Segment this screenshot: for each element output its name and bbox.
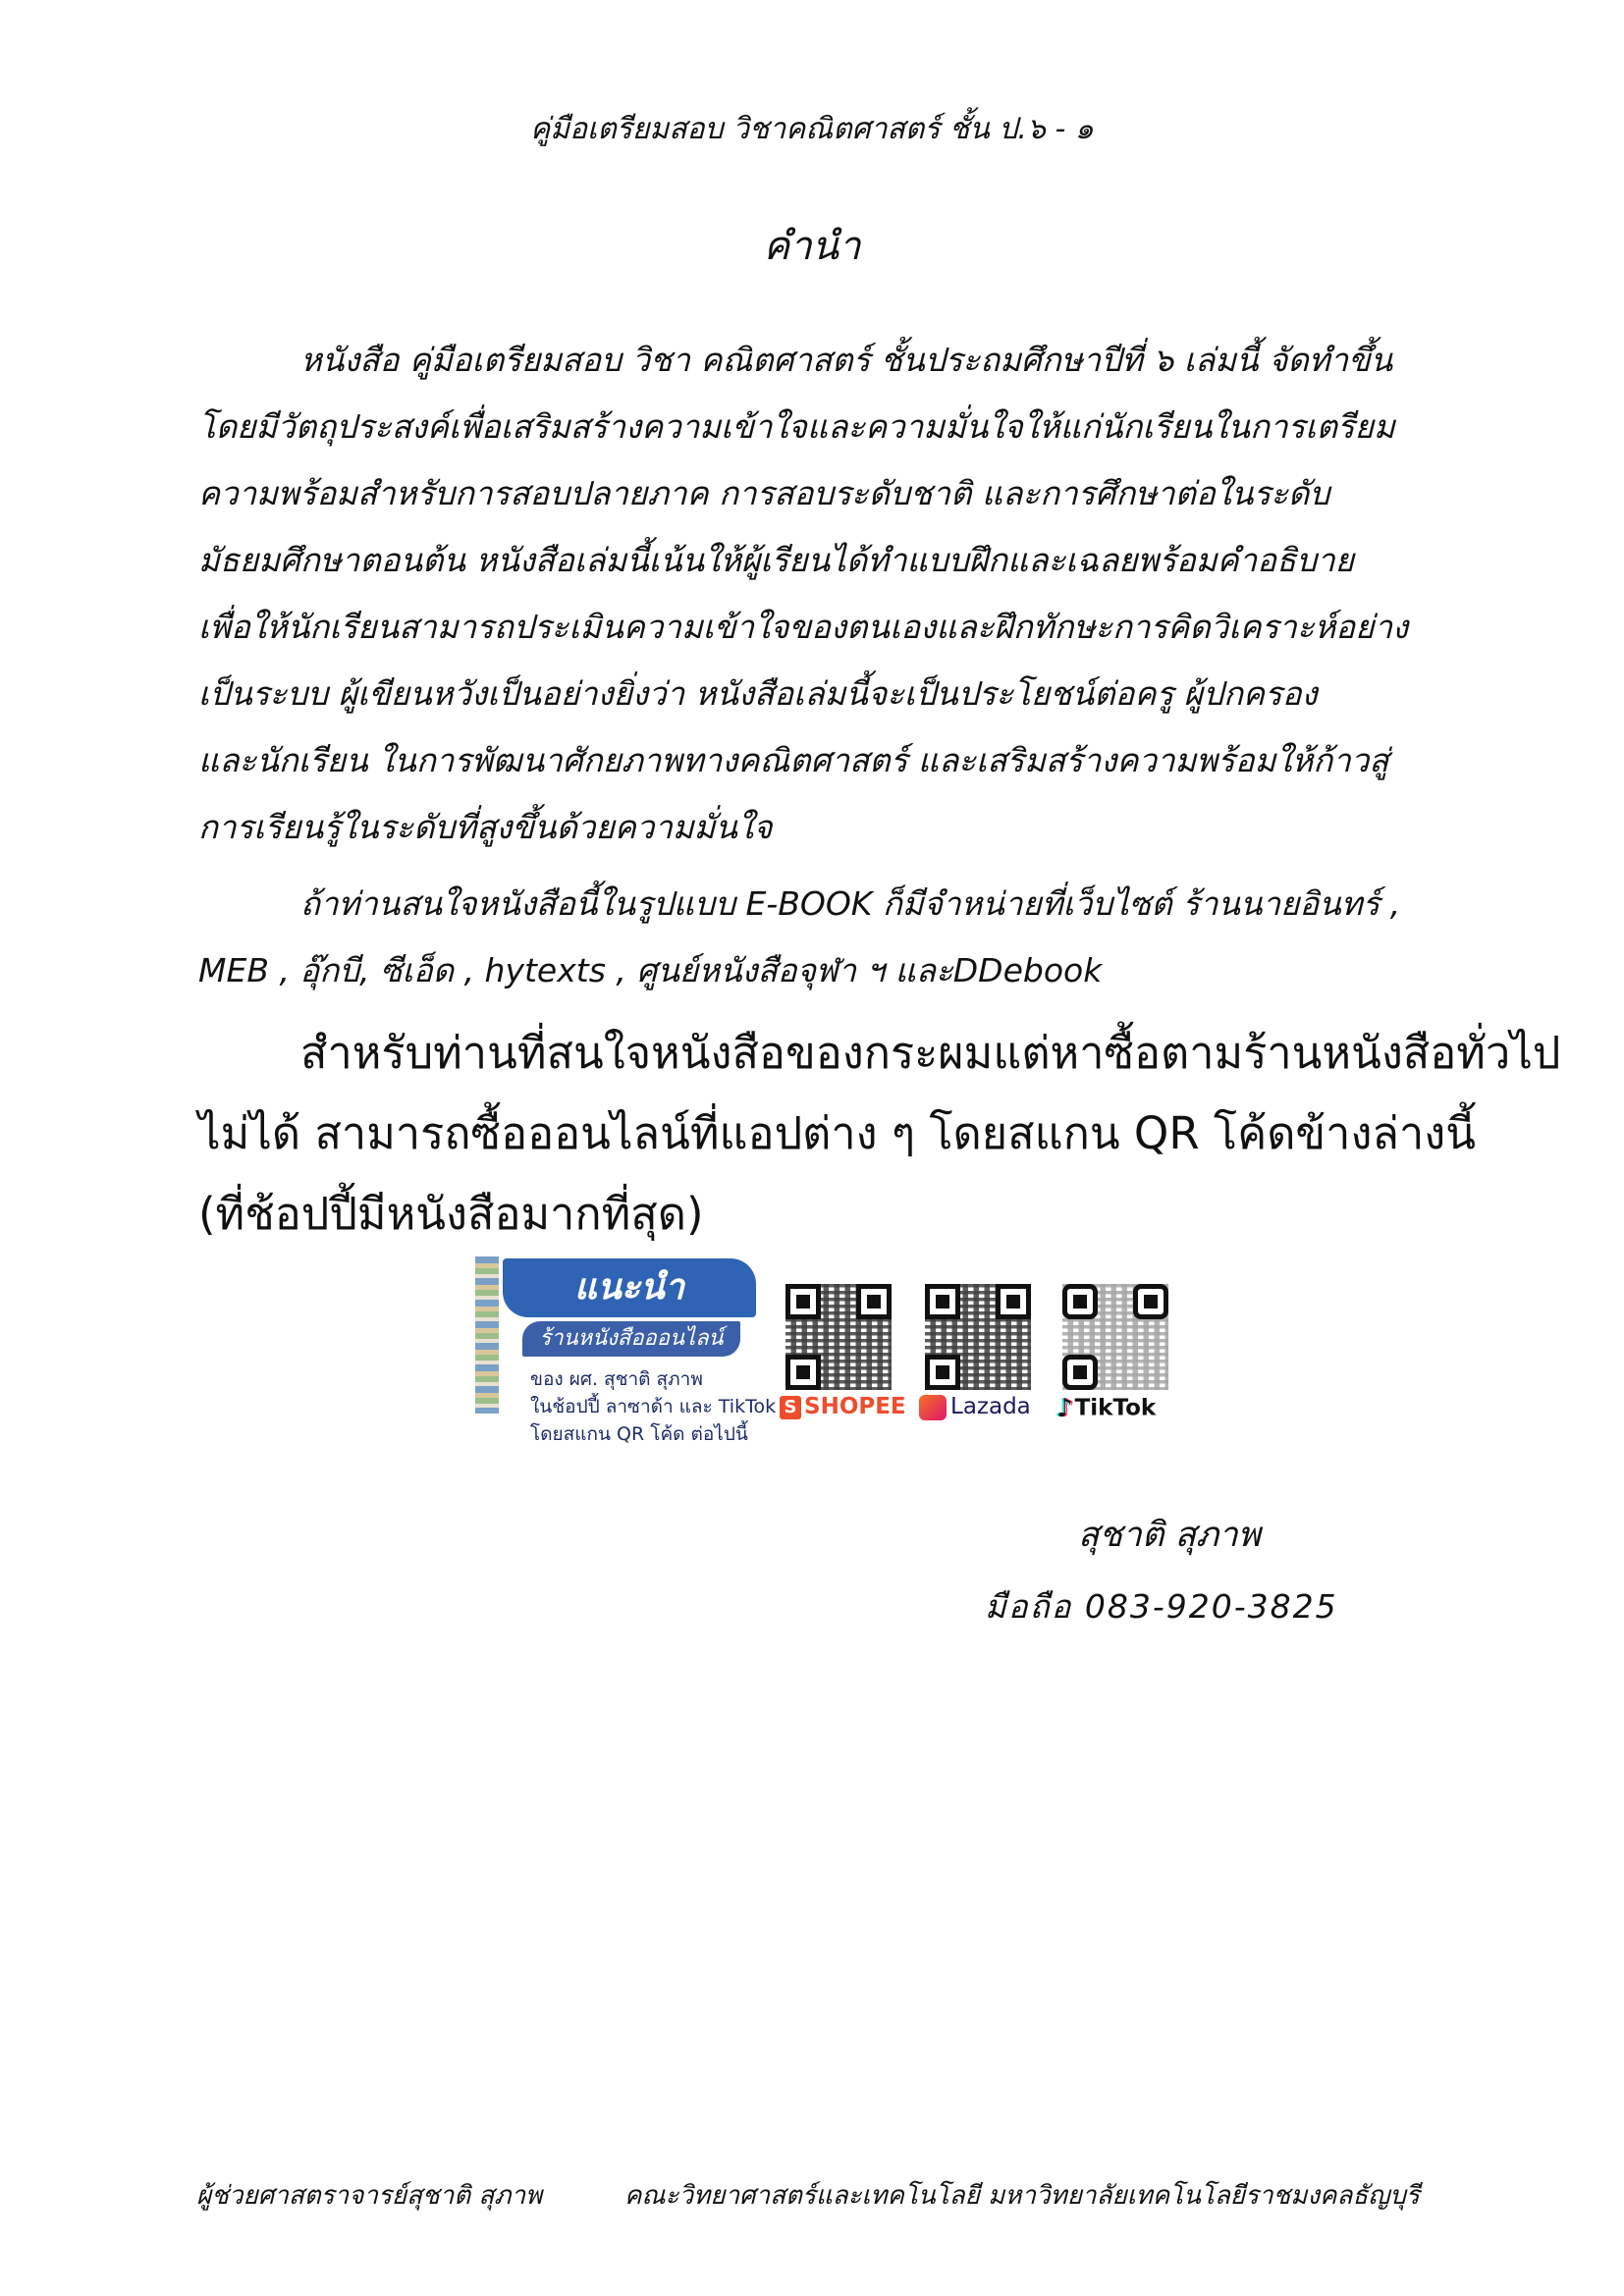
lazada-qr-code[interactable] [919,1284,1037,1390]
shopee-logo: S SHOPEE [780,1394,906,1419]
qr-code-icon [1062,1284,1168,1390]
recommend-banner [475,1256,777,1453]
footer-institution: คณะวิทยาศาสตร์และเทคโนโลยี มหาวิทยาลัยเทคโนโลยีราชมงคลธัญบุรี [624,2181,1420,2211]
paragraph-line: เป็นระบบ ผู้เขียนหวังเป็นอย่างยิ่งว่า หนังสือเล่มนี้จะเป็นประโยชน์ต่อครู ผู้ปกครอง [198,674,1318,713]
tiktok-logo: ♪TikTok [1056,1394,1157,1423]
qr-code-icon [925,1284,1031,1390]
paragraph-line: MEB , อุ๊กบี, ซีเอ็ด , hytexts , ศูนย์หนังสือจุฬา ฯ และDDebook [198,951,1103,989]
paragraph-line: โดยมีวัตถุประสงค์เพื่อเสริมสร้างความเข้าใจและความมั่นใจให้แก่นักเรียนในการเตรียม [198,407,1395,446]
author-phone: มือถือ 083-920-3825 [985,1587,1338,1626]
banner-line: ของ ผศ. สุชาติ สุภาพ [530,1368,703,1390]
paragraph-line: ถ้าท่านสนใจหนังสือนี้ในรูปแบบ E-BOOK ก็มีจำหน่ายที่เว็บไซต์ ร้านนายอินทร์ , [300,884,1401,923]
banner-line: ในช้อปปี้ ลาซาด้า และ TikTok [530,1396,777,1417]
lazada-logo: Lazada [919,1394,1031,1420]
page-header: คู่มือเตรียมสอบ วิชาคณิตศาสตร์ ชั้น ป.๖ - ๑ [530,112,1094,146]
notice-line: สำหรับท่านที่สนใจหนังสือของกระผมแต่หาซื้อตามร้านหนังสือทั่วไป [300,1027,1561,1079]
footer-author: ผู้ช่วยศาสตราจารย์สุชาติ สุภาพ [196,2181,543,2211]
book-stack-icon [475,1256,499,1414]
paragraph-line: มัธยมศึกษาตอนต้น หนังสือเล่มนี้เน้นให้ผู้เรียนได้ทำแบบฝึกและเฉลยพร้อมคำอธิบาย [198,541,1354,579]
paragraph-line: และนักเรียน ในการพัฒนาศักยภาพทางคณิตศาสตร์ และเสริมสร้างความพร้อมให้ก้าวสู่ [198,741,1389,779]
lazada-heart-icon [919,1395,947,1420]
tiktok-note-icon: ♪ [1056,1394,1073,1423]
paragraph-line: หนังสือ คู่มือเตรียมสอบ วิชา คณิตศาสตร์ ชั้นประถมศึกษาปีที่ ๖ เล่มนี้ จัดทำขึ้น [300,341,1393,379]
qr-code-icon [785,1284,892,1390]
banner-title: แนะนำ [503,1258,756,1317]
paragraph-line: การเรียนรู้ในระดับที่สูงขึ้นด้วยความมั่นใจ [198,808,773,846]
notice-line: (ที่ช้อปปี้มีหนังสือมากที่สุด) [198,1188,704,1240]
notice-line: ไม่ได้ สามารถซื้อออนไลน์ที่แอปต่าง ๆ โดยสแกน QR โค้ดข้างล่างนี้ [198,1107,1477,1159]
paragraph-line: ความพร้อมสำหรับการสอบปลายภาค การสอบระดับชาติ และการศึกษาต่อในระดับ [198,474,1330,512]
paragraph-line: เพื่อให้นักเรียนสามารถประเมินความเข้าใจของตนเองและฝึกทักษะการคิดวิเคราะห์อย่าง [198,608,1409,646]
shopee-bag-icon: S [780,1396,801,1419]
banner-subtitle: ร้านหนังสือออนไลน์ [522,1321,740,1357]
page-title: คำนำ [763,224,861,269]
author-name: สุชาติ สุภาพ [1078,1516,1261,1555]
banner-line: โดยสแกน QR โค้ด ต่อไปนี้ [530,1423,748,1445]
tiktok-qr-code[interactable] [1056,1284,1174,1390]
shopee-qr-code[interactable] [780,1284,897,1390]
